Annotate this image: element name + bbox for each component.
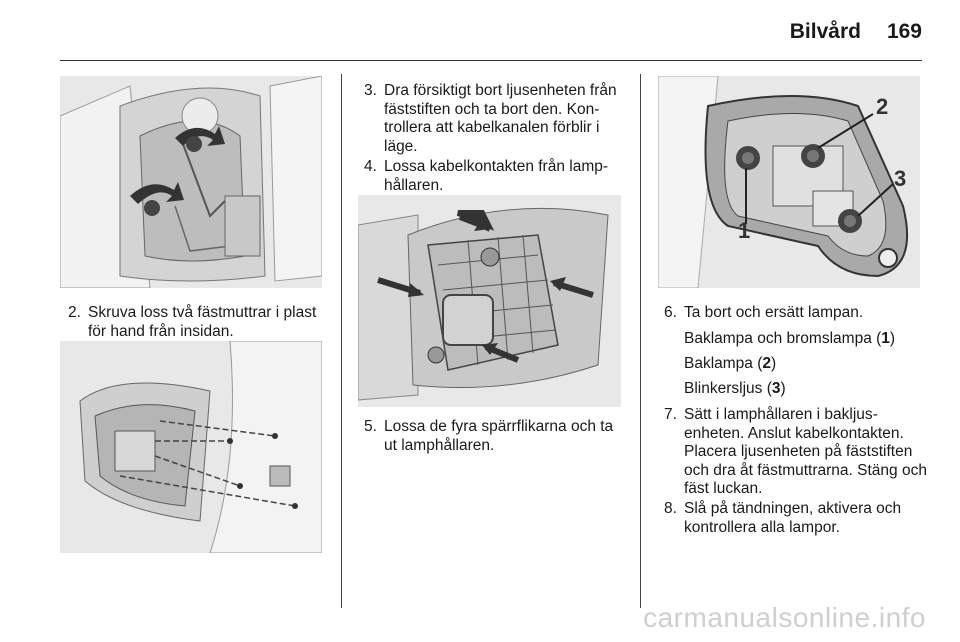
step-7-number: 7.	[664, 406, 677, 423]
step-6-number: 6.	[664, 304, 677, 321]
callout-label-1: 1	[738, 218, 751, 243]
column-divider-1	[341, 74, 342, 608]
header-rule	[60, 60, 922, 61]
step-5-number: 5.	[364, 418, 377, 435]
step-4-number: 4.	[364, 158, 377, 175]
step-2	[68, 304, 326, 341]
figure-nut-removal	[60, 76, 322, 288]
sub-item-3-text: Blinkersljus (	[684, 380, 772, 397]
sub-item-1	[684, 330, 895, 349]
step-8-number: 8.	[664, 500, 677, 517]
figure-light-unit-illustration	[60, 341, 322, 553]
figure-lamp-holder-tabs	[358, 195, 621, 407]
step-4	[364, 158, 626, 195]
sub-item-1-ref: 1	[881, 330, 890, 347]
step-6	[664, 304, 926, 323]
page-number: 169	[886, 20, 922, 43]
step-2-number: 2.	[68, 304, 81, 321]
sub-item-1-end: )	[889, 330, 896, 347]
sub-item-3-end: )	[780, 380, 786, 397]
figure-light-unit-removal	[60, 341, 322, 553]
step-3	[364, 82, 626, 156]
page-header	[790, 20, 922, 48]
figure-lamp-holder-illustration	[358, 195, 621, 407]
callout-label-2: 2	[876, 94, 889, 119]
step-8	[664, 500, 928, 537]
section-title: Bilvård	[789, 20, 861, 43]
step-2-text: Skruva loss två fästmuttrar i plast för hand från insidan.	[88, 304, 317, 340]
sub-item-2	[684, 355, 776, 374]
step-4-text: Lossa kabelkontakten från lamphållaren.	[384, 158, 609, 194]
step-7-text: Sätt i lamphållaren i bakljusenheten. Anslut kabelkontakten. Placera ljusenheten på fäststiften och dra åt fästmuttrarna. Stäng och fäst luckan.	[684, 406, 927, 497]
sub-item-3-ref: 3	[771, 380, 781, 397]
column-divider-2	[640, 74, 641, 608]
step-3-text: Dra försiktigt bort ljusenheten från fäststiften och ta bort den. Kontrollera att kabelkanalen förblir i läge.	[384, 82, 617, 155]
callout-label-3: 3	[894, 166, 907, 191]
step-5	[364, 418, 626, 455]
step-5-text: Lossa de fyra spärrflikarna och ta ut lamphållaren.	[384, 418, 614, 454]
step-8-text: Slå på tändningen, aktivera och kontrollera alla lampor.	[684, 500, 902, 536]
watermark: carmanualsonline.info	[643, 602, 926, 633]
sub-item-2-ref: 2	[762, 355, 772, 372]
figure-nut-removal-illustration	[60, 76, 322, 288]
sub-item-2-end: )	[771, 355, 777, 372]
step-3-number: 3.	[364, 82, 377, 99]
sub-item-1-text: Baklampa och bromslampa (	[684, 330, 882, 347]
sub-item-2-text: Baklampa (	[684, 355, 763, 372]
step-7	[664, 406, 928, 499]
figure-bulb-positions-illustration	[658, 76, 920, 288]
sub-item-3	[684, 380, 786, 399]
step-6-text: Ta bort och ersätt lampan.	[684, 304, 864, 321]
figure-bulb-positions	[658, 76, 920, 288]
